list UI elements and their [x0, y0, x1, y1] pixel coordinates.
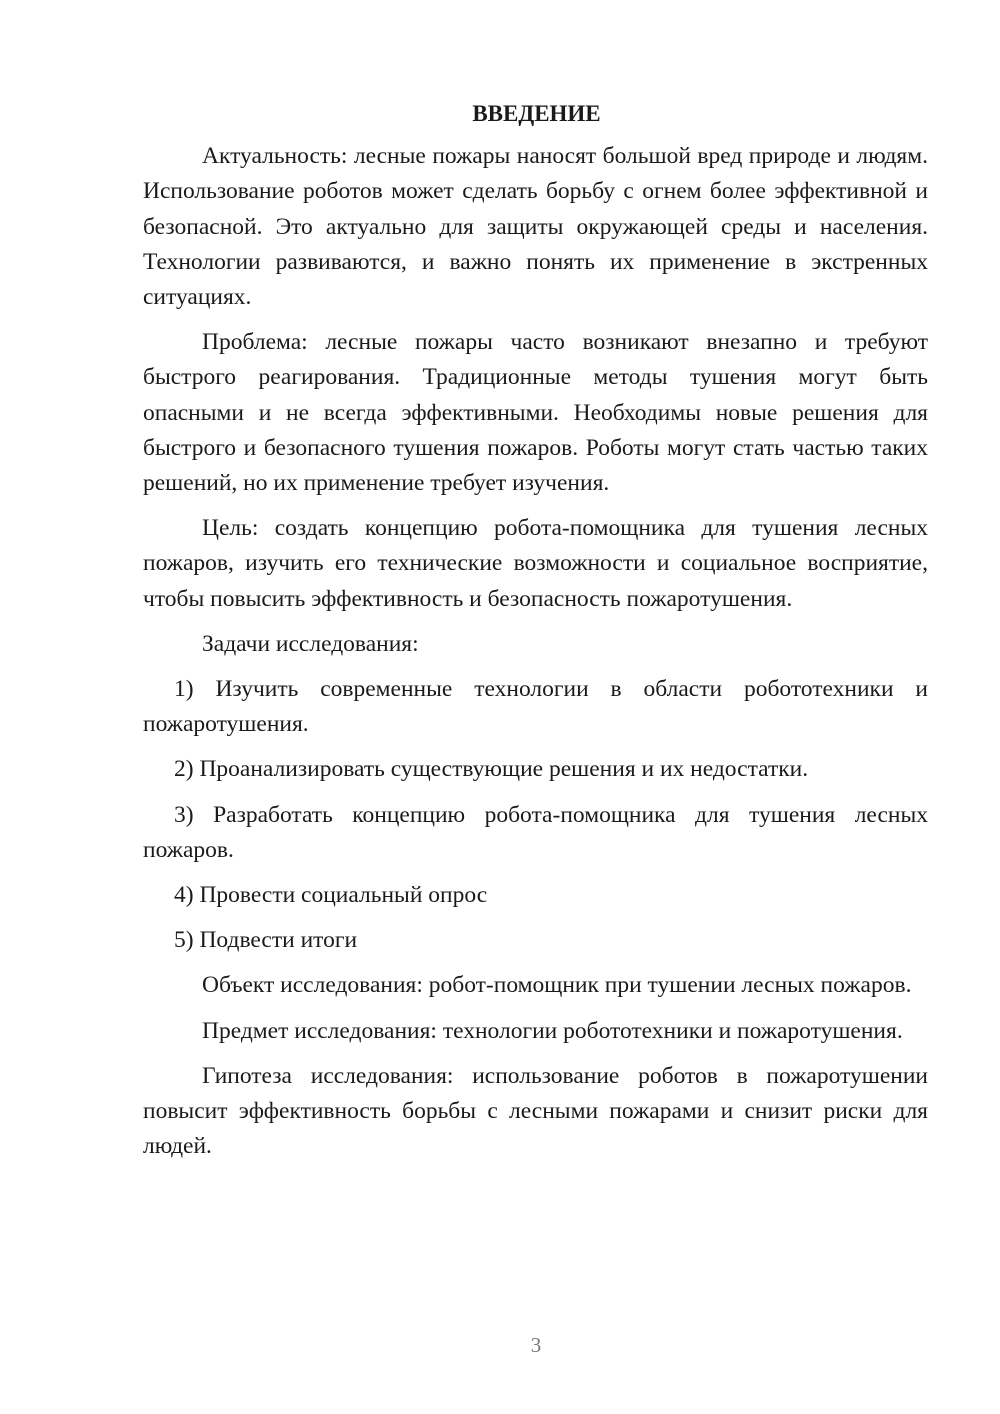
- problem-paragraph: Проблема: лесные пожары часто возникают внезапно и требуют быстрого реагирования. Традиционные методы тушения могут быть опасными и не всегда эффективными. Необходимы новые решения для быстрого и безопасного тушения пожаров. Роботы могут стать частью таких решений, но их применение требует изучения.: [143, 329, 928, 497]
- list-item: 4) Провести социальный опрос: [174, 882, 488, 909]
- tasks-list: [143, 672, 928, 958]
- object-paragraph: Объект исследования: робот-помощник при тушении лесных пожаров.: [202, 972, 912, 999]
- relevance-paragraph: Актуальность: лесные пожары наносят большой вред природе и людям. Использование роботов может сделать борьбу с огнем более эффективной и безопасной. Это актуально для защиты окружающей среды и населения. Технологии развиваются, и важно понять их применение в экстренных ситуациях.: [143, 143, 928, 311]
- list-item: 5) Подвести итоги: [174, 927, 358, 954]
- page-number: 3: [530, 1333, 542, 1357]
- list-item: 2) Проанализировать существующие решения и их недостатки.: [174, 756, 809, 783]
- document-page: [143, 96, 928, 1174]
- goal-paragraph: Цель: создать концепцию робота-помощника для тушения лесных пожаров, изучить его технические возможности и социальное восприятие, чтобы повысить эффективность и безопасность пожаротушения.: [143, 515, 928, 612]
- list-item: 1) Изучить современные технологии в области робототехники и пожаротушения.: [143, 676, 928, 738]
- list-item: 3) Разработать концепцию робота-помощника для тушения лесных пожаров.: [143, 801, 928, 863]
- tasks-heading: Задачи исследования:: [202, 630, 419, 657]
- subject-paragraph: Предмет исследования: технологии робототехники и пожаротушения.: [202, 1017, 903, 1044]
- page-title: ВВЕДЕНИЕ: [472, 101, 601, 126]
- hypothesis-paragraph: Гипотеза исследования: использование роботов в пожаротушении повысит эффективность борьбы с лесными пожарами и снизит риски для людей.: [143, 1062, 928, 1160]
